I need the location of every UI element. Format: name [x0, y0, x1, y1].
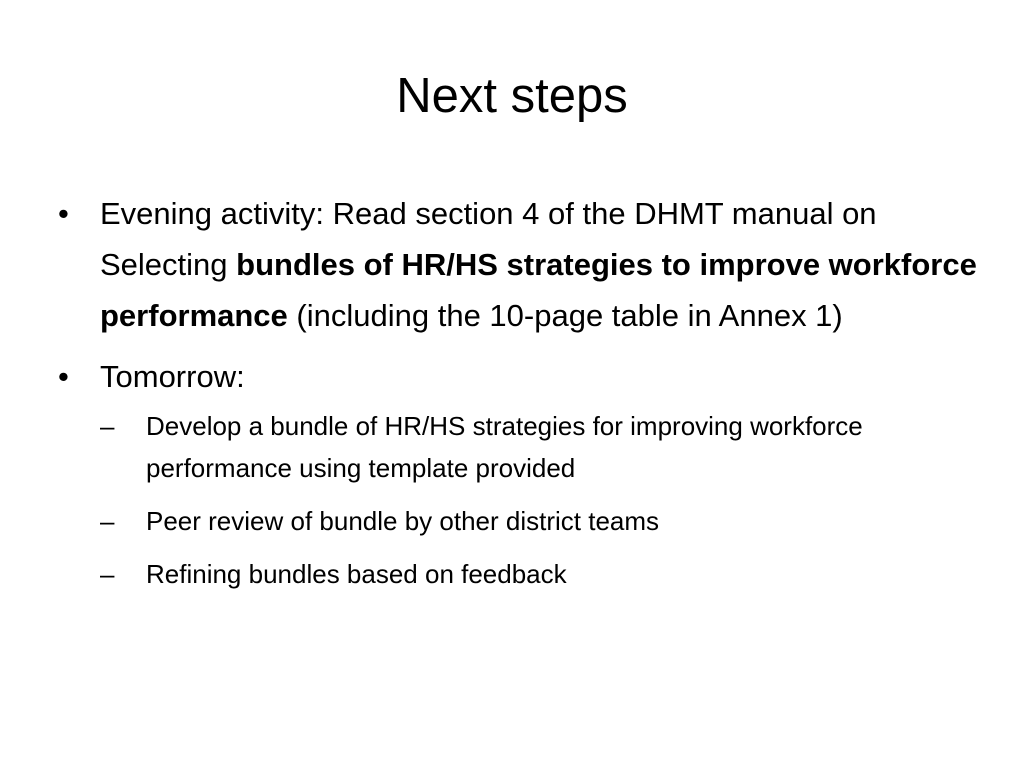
bullet-marker: •	[58, 196, 69, 231]
bullet-tomorrow	[58, 351, 988, 595]
bullet-text	[100, 196, 977, 333]
bullet-text-bold: bundles of HR/HS strategies to improve workforce performance	[100, 247, 977, 333]
bullet-text-outro: (including the 10-page table in Annex 1)	[287, 298, 843, 333]
sub-bullet-text: Peer review of bundle by other district teams	[146, 506, 660, 536]
sub-bullet-list	[100, 405, 988, 595]
bullet-list	[58, 188, 988, 606]
sub-bullet-develop-bundle	[100, 405, 988, 489]
bullet-text-intro: Evening activity: Read section 4 of the DHMT manual on Selecting	[100, 196, 877, 282]
slide-title: Next steps	[396, 69, 628, 123]
sub-bullet-peer-review	[100, 500, 988, 542]
sub-bullet-text: Refining bundles based on feedback	[146, 559, 567, 589]
sub-bullet-marker: –	[100, 506, 115, 536]
sub-bullet-text: Develop a bundle of HR/HS strategies for improving workforce performance using template provided	[146, 411, 863, 483]
sub-bullet-refining	[100, 553, 988, 595]
sub-bullet-marker: –	[100, 411, 115, 441]
bullet-marker: •	[58, 359, 69, 394]
sub-bullet-marker: –	[100, 559, 115, 589]
bullet-evening-activity	[58, 188, 988, 341]
bullet-text: Tomorrow:	[100, 359, 245, 394]
